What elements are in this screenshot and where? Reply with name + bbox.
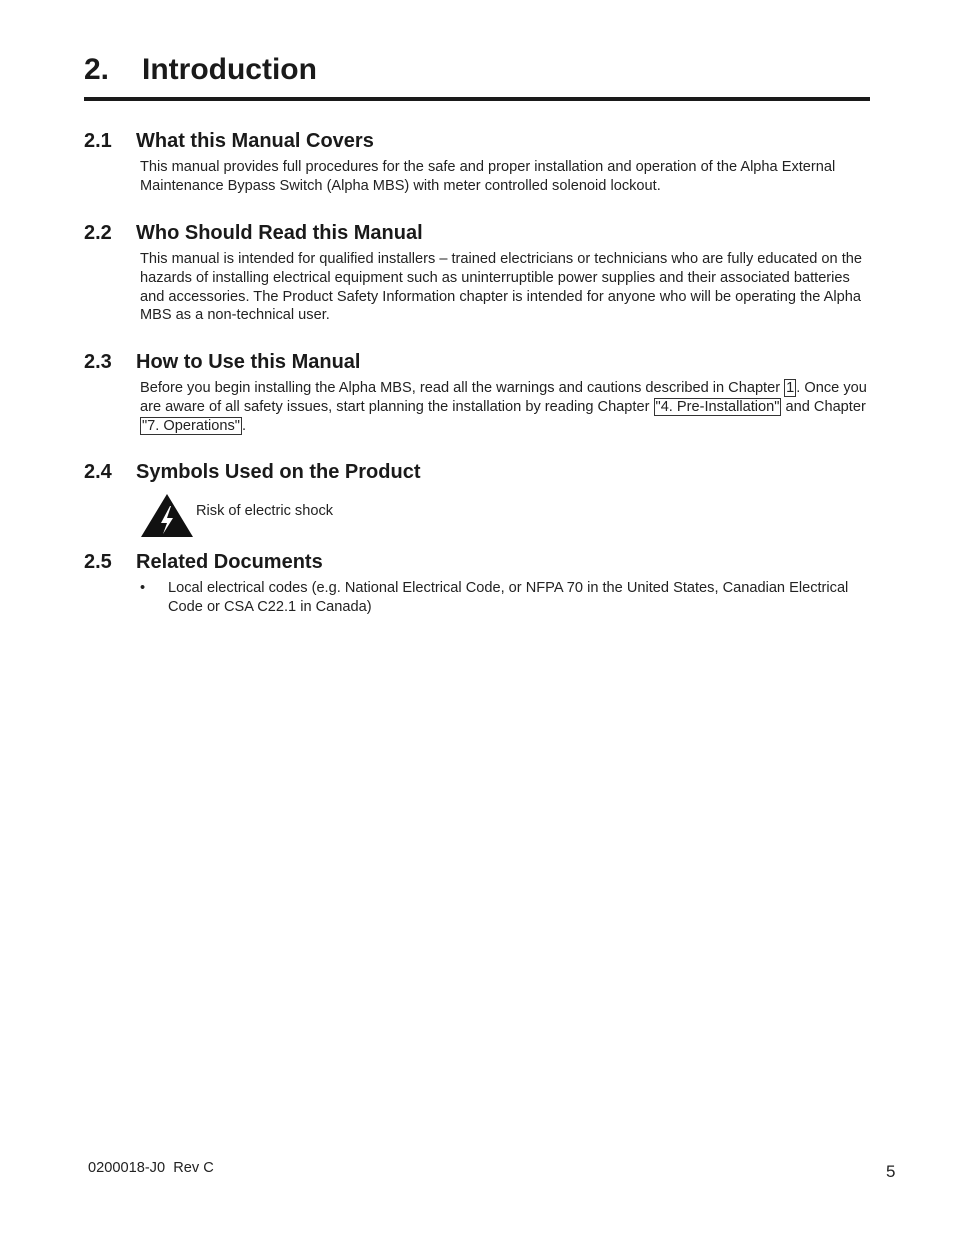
section-title: Related Documents: [136, 551, 323, 573]
symbol-caption: Risk of electric shock: [196, 503, 334, 519]
section-number: 2.4: [84, 461, 112, 483]
related-documents-list: [140, 579, 870, 617]
body-text: and Chapter: [781, 398, 866, 415]
section-body: This manual provides full procedures for the safe and proper installation and operation of the Alpha External Maintenance Bypass Switch (Alpha MBS) with meter controlled solenoid lockout.: [140, 159, 836, 194]
section-heading: [84, 549, 870, 575]
chapter-number: 2.: [84, 53, 110, 86]
section-heading: [84, 459, 870, 485]
electric-shock-warning-icon: [140, 492, 194, 538]
bullet-icon: •: [140, 580, 146, 596]
pre-installation-link[interactable]: "4. Pre-Installation": [655, 398, 780, 415]
body-text: . Once you are aware of all safety issues, start planning the installation by reading Chapter: [140, 380, 867, 415]
chapter-1-link[interactable]: 1: [786, 380, 795, 396]
chapter-rule: [84, 97, 870, 101]
section-number: 2.2: [84, 222, 112, 244]
operations-link[interactable]: "7. Operations": [142, 417, 240, 434]
section-what-this-manual-covers: [84, 128, 870, 196]
chapter-title: [84, 50, 317, 90]
chapter-title-text: Introduction: [142, 53, 317, 86]
body-text: Before you begin installing the Alpha MBS, read all the warnings and cautions described in Chapter: [140, 380, 785, 396]
section-heading: [84, 128, 870, 154]
section-related-documents: [84, 549, 870, 617]
section-title: Symbols Used on the Product: [136, 461, 421, 483]
section-heading: [84, 220, 870, 246]
list-item-text: Local electrical codes (e.g. National Electrical Code, or NFPA 70 in the United States, Canadian Electrical Code or CSA C22.1 in Canada): [168, 580, 849, 615]
section-title: How to Use this Manual: [136, 351, 361, 373]
symbol-row: [140, 491, 870, 539]
body-text: .: [241, 417, 247, 434]
section-number: 2.5: [84, 551, 112, 573]
footer-doc-id: 0200018-J0 Rev C: [88, 1160, 214, 1176]
section-body: This manual is intended for qualified installers – trained electricians or technicians who are fully educated on the hazards of installing electrical equipment such as uninterruptible power supplies and their associated batteries and accessories. The Product Safety Information chapter is intended for anyone who will be operating the Alpha MBS as a non-technical user.: [140, 251, 862, 324]
list-item: [140, 579, 870, 617]
section-number: 2.3: [84, 351, 112, 373]
section-title: Who Should Read this Manual: [136, 222, 423, 244]
section-body: [140, 379, 870, 435]
page-number: 5: [886, 1162, 896, 1181]
section-heading: [84, 349, 870, 375]
section-symbols: [84, 459, 870, 539]
section-who-should-read: [84, 220, 870, 325]
section-number: 2.1: [84, 130, 112, 152]
section-how-to-use: [84, 349, 870, 435]
section-title: What this Manual Covers: [136, 130, 374, 152]
